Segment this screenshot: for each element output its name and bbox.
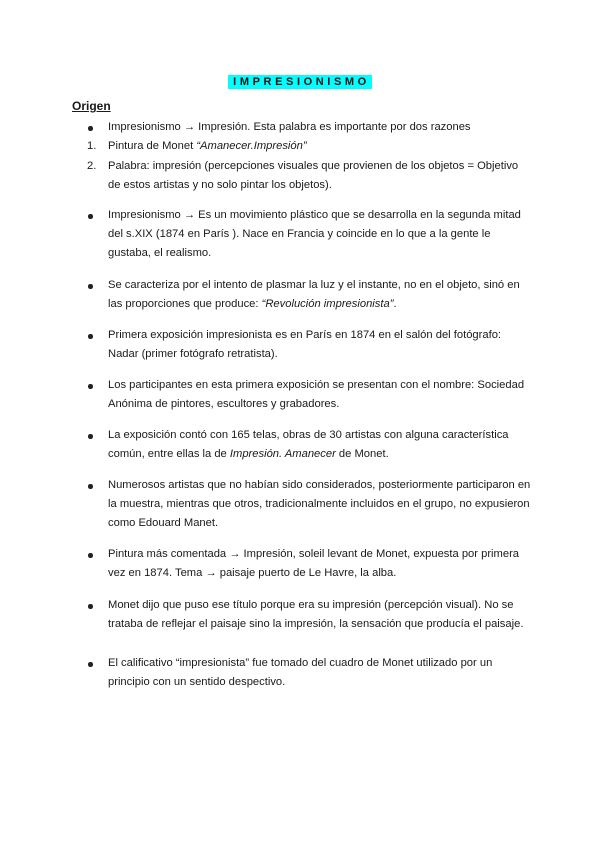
- bullet-icon: [88, 334, 93, 339]
- bullet-icon: [88, 662, 93, 667]
- list-item-line: Monet dijo que puso ese título porque era su impresión (percepción visual). No se: [108, 599, 514, 611]
- list-item-line: del s.XIX (1874 en París ). Nace en Francia y coincide en lo que a la gente le: [108, 228, 491, 240]
- list-number: 1.: [87, 140, 97, 152]
- list-item-line: Impresionismo → Es un movimiento plástico que se desarrolla en la segunda mitad: [108, 209, 521, 221]
- list-item-line: Impresionismo → Impresión. Esta palabra es importante por dos razones: [108, 121, 471, 133]
- list-item-line: Primera exposición impresionista es en París en 1874 en el salón del fotógrafo:: [108, 329, 502, 341]
- emphasized-text: Impresión. Amanecer: [229, 448, 336, 460]
- bullet-icon: [88, 434, 93, 439]
- title-container: [0, 72, 600, 90]
- bullet-icon: [88, 214, 93, 219]
- list-number: 2.: [87, 160, 97, 172]
- list-item-line: gustaba, el realismo.: [108, 247, 212, 259]
- list-item-line: Numerosos artistas que no habían sido considerados, posteriormente participaron en: [108, 479, 531, 491]
- list-item-line: como Edouard Manet.: [108, 517, 219, 529]
- list-item-line: Los participantes en esta primera exposición se presentan con el nombre: Sociedad: [108, 379, 525, 391]
- list-item-line: principio con un sentido despectivo.: [108, 676, 286, 688]
- emphasized-text: “Revolución impresionista”: [261, 298, 394, 310]
- list-item-line: Anónima de pintores, escultores y grabadores.: [108, 398, 340, 410]
- list-item-line: Pintura de Monet “Amanecer.Impresión”: [108, 140, 307, 152]
- list-item-line: El calificativo “impresionista” fue tomado del cuadro de Monet utilizado por un: [108, 657, 493, 669]
- bullet-icon: [88, 553, 93, 558]
- bullet-icon: [88, 126, 93, 131]
- list-item-line: trataba de reflejar el paisaje sino la impresión, la sensación que producía el paisaje.: [108, 618, 524, 630]
- list-item-line: Se caracteriza por el intento de plasmar la luz y el instante, no en el objeto, sinó en: [108, 279, 520, 291]
- list-item-line: La exposición contó con 165 telas, obras de 30 artistas con alguna característica: [108, 429, 509, 441]
- list-item-line: Pintura más comentada → Impresión, soleil levant de Monet, expuesta por primera: [108, 548, 520, 560]
- list-item-line: las proporciones que produce: “Revolución impresionista”.: [108, 298, 397, 310]
- document-title: IMPRESIONISMO: [228, 75, 372, 89]
- list-item-line: vez en 1874. Tema → paisaje puerto de Le Havre, la alba.: [108, 567, 397, 579]
- list-item-line: de estos artistas y no solo pintar los objetos).: [108, 179, 332, 191]
- bullet-icon: [88, 484, 93, 489]
- emphasized-text: “Amanecer.Impresión”: [196, 140, 307, 152]
- section-heading: Origen: [72, 99, 111, 113]
- list-item-line: Nadar (primer fotógrafo retratista).: [108, 348, 278, 360]
- list-item-line: común, entre ellas la de Impresión. Amanecer de Monet.: [108, 448, 389, 460]
- list-item-line: Palabra: impresión (percepciones visuales que provienen de los objetos = Objetivo: [108, 160, 519, 172]
- list-item-line: la muestra, mientras que otros, tradicionalmente incluidos en el grupo, no expusieron: [108, 498, 530, 510]
- bullet-icon: [88, 284, 93, 289]
- bullet-icon: [88, 604, 93, 609]
- bullet-icon: [88, 384, 93, 389]
